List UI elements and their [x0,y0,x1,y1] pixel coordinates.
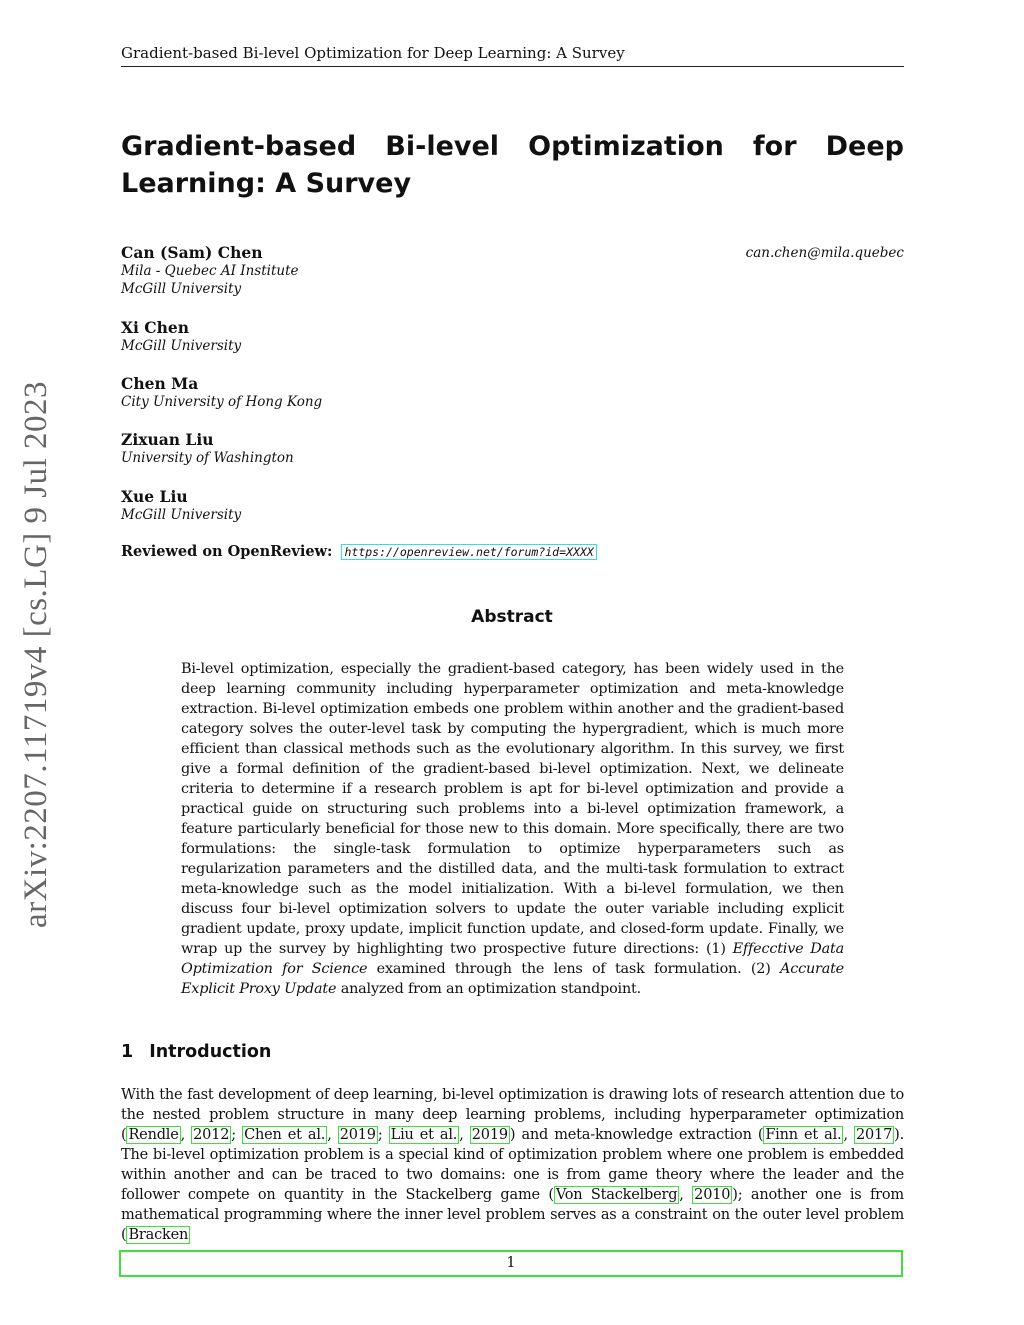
abstract-heading: Abstract [471,607,553,627]
citation-link[interactable]: Finn et al. [765,1127,842,1143]
paper-title: Gradient-based Bi-level Optimization for Deep Learning: A Survey [121,131,904,199]
author-block [121,430,294,467]
citation-link[interactable]: Von Stackelberg [555,1187,678,1203]
author-name: Xi Chen [121,318,190,337]
author-affiliation: McGill University [121,338,242,354]
author-affiliation: Mila - Quebec AI Institute [121,263,299,279]
section-number: 1 [121,1042,134,1062]
author-block [121,374,322,411]
citation-link[interactable]: 2019 [339,1127,376,1143]
citation-link[interactable]: 2010 [694,1187,731,1203]
openreview-link[interactable]: https://openreview.net/forum?id=XXXX [341,544,596,560]
author-email: can.chen@mila.quebec [745,245,904,261]
author-affiliation: McGill University [121,281,242,297]
citation-link[interactable]: 2019 [471,1127,508,1143]
author-affiliation: McGill University [121,507,242,523]
citation-link[interactable]: Chen et al. [244,1127,326,1143]
review-label: Reviewed on OpenReview: [121,543,333,560]
introduction-paragraph: With the fast development of deep learning, bi-level optimization is drawing lots of research attention due to the nested problem structure in many deep learning problems, including hyperparameter optimization ( Rendle , 2012 ; Chen et al. , 2019 ; Liu et al. , 2019 ) and meta-knowledge extraction ( Finn et al. , 2017 ). The bi-level optimization problem is a special kind of optimization problem where one problem is embedded within another and can be traced to two domains: one is from game theory where the leader and the follower compete on quantity in the Stackelberg game ( Von Stackelberg , 2010 ); another one is from mathematical programming where the inner level problem serves as a constraint on the outer level problem ( Bracken [121,1087,904,1243]
author-block [121,487,241,524]
arxiv-identifier: arXiv:2207.11719v4 [cs.LG] 9 Jul 2023 [18,380,54,928]
review-line [121,543,597,560]
author-name: Zixuan Liu [121,430,214,449]
citation-link[interactable]: Liu et al. [390,1127,458,1143]
author-affiliation: University of Washington [121,450,294,466]
author-block [121,243,299,298]
author-name: Chen Ma [121,374,199,393]
section-heading [121,1042,271,1062]
running-head: Gradient-based Bi-level Optimization for Deep Learning: A Survey [121,44,904,67]
author-block [121,318,241,355]
citation-link[interactable]: Rendle [128,1127,179,1143]
author-name: Xue Liu [121,487,188,506]
author-affiliation: City University of Hong Kong [121,394,323,410]
section-title: Introduction [149,1042,272,1062]
citation-link[interactable]: 2012 [193,1127,230,1143]
abstract-text: Bi-level optimization, especially the gradient-based category, has been widely used in the deep learning community including hyperparameter optimization and meta-knowledge extraction. Bi-level optimization embeds one problem within another and the gradient-based category solves the outer-level task by computing the hypergradient, which is much more efficient than classical methods such as the evolutionary algorithm. In this survey, we first give a formal definition of the gradient-based bi-level optimization. Next, we delineate criteria to determine if a research problem is apt for bi-level optimization and provide a practical guide on structuring such problems into a bi-level optimization framework, a feature particularly beneficial for those new to this domain. More specifically, there are two formulations: the single-task formulation to optimize hyperparameters such as regularization parameters and the distilled data, and the multi-task formulation to extract meta-knowledge such as the model initialization. With a bi-level formulation, we then discuss four bi-level optimization solvers to update the outer variable including explicit gradient update, proxy update, implicit function update, and closed-form update. Finally, we wrap up the survey by highlighting two prospective future directions: (1) Effecctive Data Optimization for Science examined through the lens of task formulation. (2) Accurate Explicit Proxy Update analyzed from an optimization standpoint. [181,661,844,997]
author-name: Can (Sam) Chen [121,243,263,262]
citation-link[interactable]: 2017 [856,1127,893,1143]
page-number-link[interactable]: 1 [119,1250,903,1277]
citation-link[interactable]: Bracken [128,1227,189,1243]
